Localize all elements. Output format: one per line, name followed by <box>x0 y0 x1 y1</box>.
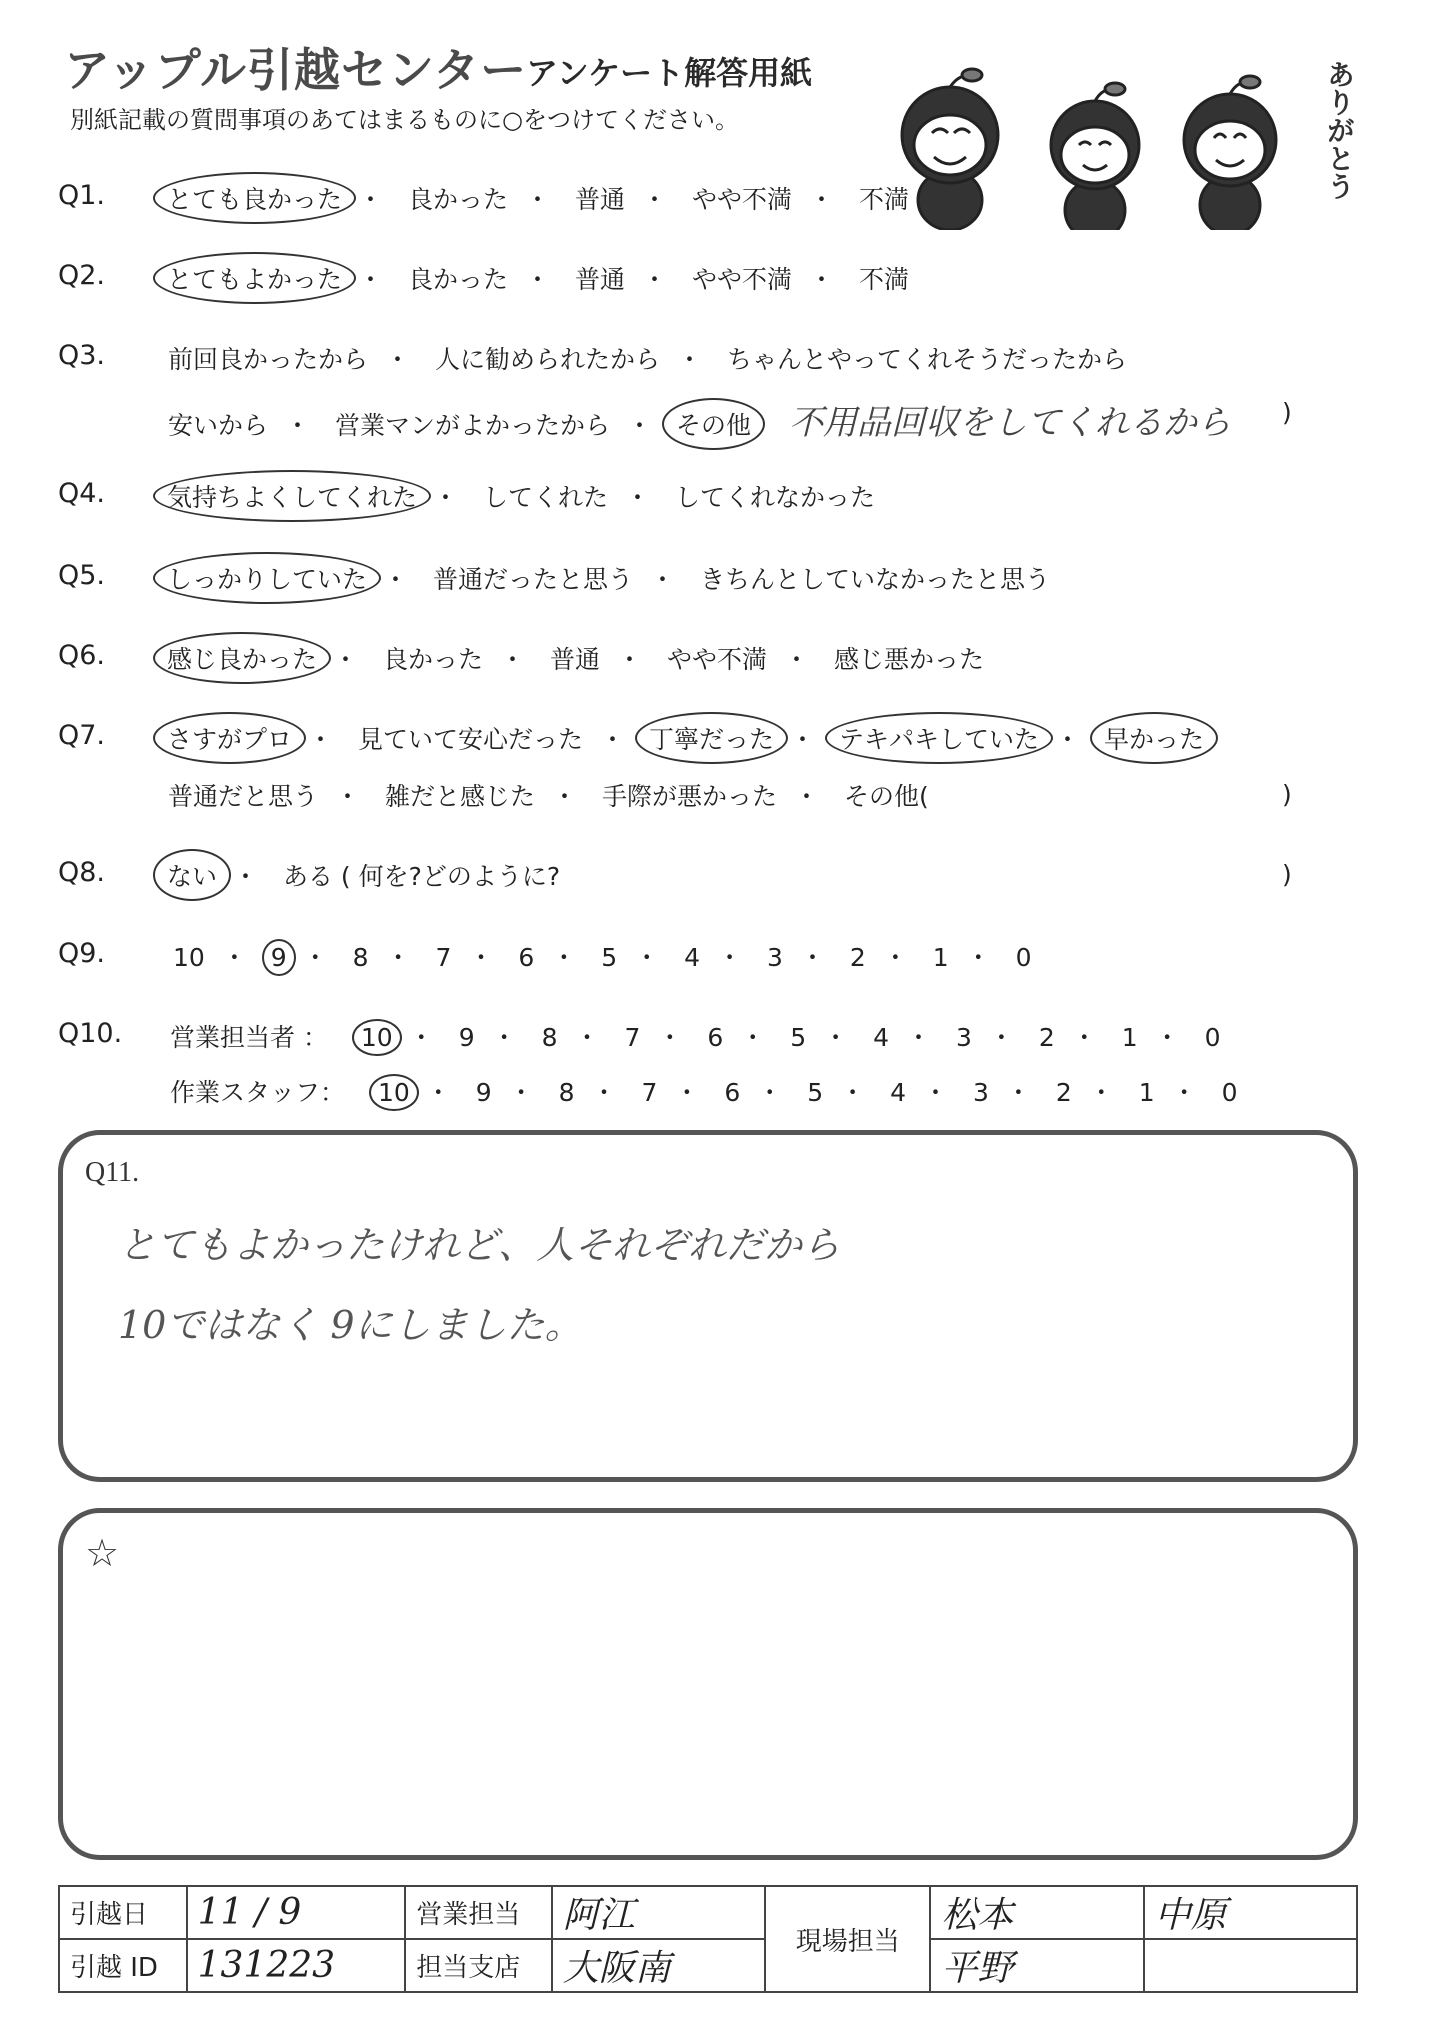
q3-label: Q3. <box>58 340 106 371</box>
move-id-label: 引越 ID <box>59 1939 187 1992</box>
q10-staff-option[interactable]: 2 <box>1055 1078 1072 1107</box>
q1-option[interactable]: 良かった <box>407 185 508 214</box>
q10-staff-option[interactable]: 0 <box>1221 1078 1238 1107</box>
q11-label: Q11. <box>85 1157 140 1188</box>
q8-options: ない ・ ある ( 何を?どのように? <box>165 857 563 893</box>
q7-option[interactable]: 雑だと感じた <box>384 782 535 811</box>
footer-info-table <box>58 1885 1358 1993</box>
q4-option[interactable]: してくれなかった <box>674 483 875 512</box>
q10-sales-option[interactable]: 8 <box>541 1023 558 1052</box>
sales-value: 阿江 <box>552 1886 765 1939</box>
q2-option[interactable]: とてもよかった <box>153 252 356 304</box>
q2-label: Q2. <box>58 260 106 291</box>
instruction-text: 別紙記載の質問事項のあてはまるものに○をつけてください。 <box>70 106 739 134</box>
q5-options: しっかりしていた ・ 普通だったと思う ・ きちんとしていなかったと思う <box>165 560 1053 596</box>
q9-option[interactable]: 5 <box>601 943 618 972</box>
q10-sales-option[interactable]: 1 <box>1121 1023 1138 1052</box>
q10-sales-option[interactable]: 3 <box>955 1023 972 1052</box>
q7-option[interactable]: 手際が悪かった <box>601 782 777 811</box>
q7-options-line2: 普通だと思う ・ 雑だと感じた ・ 手際が悪かった ・ その他( <box>165 777 932 813</box>
q3-close-paren: ) <box>1282 398 1292 427</box>
q1-option[interactable]: 普通 <box>574 185 625 214</box>
q5-option[interactable]: しっかりしていた <box>153 552 381 604</box>
q7-option[interactable]: 丁寧だった <box>635 712 788 764</box>
q10-staff-option[interactable]: 6 <box>724 1078 741 1107</box>
q10-staff-option[interactable]: 5 <box>807 1078 824 1107</box>
q10-sales-option[interactable]: 0 <box>1204 1023 1221 1052</box>
q1-options: とても良かった ・ 良かった ・ 普通 ・ やや不満 ・ 不満 <box>165 180 912 216</box>
q3-option[interactable]: 営業マンがよかったから <box>334 411 610 440</box>
q3-option[interactable]: ちゃんとやってくれそうだったから <box>726 345 1127 374</box>
q4-option[interactable]: してくれた <box>482 483 608 512</box>
thanks-text: ありがとう <box>1323 60 1356 200</box>
q9-option[interactable]: 2 <box>849 943 866 972</box>
q10-staff-label: 作業スタッフ： <box>170 1078 346 1107</box>
move-id-value: 131223 <box>187 1939 406 1992</box>
q3-options-line1: 前回良かったから ・ 人に勧められたから ・ ちゃんとやってくれそうだったから <box>165 340 1130 376</box>
q3-option[interactable]: 前回良かったから <box>168 345 369 374</box>
branch-label: 担当支店 <box>405 1939 551 1992</box>
q10-staff-option[interactable]: 3 <box>973 1078 989 1107</box>
q11-comment-box[interactable] <box>58 1130 1358 1482</box>
q9-option[interactable]: 1 <box>932 943 949 972</box>
q5-option[interactable]: きちんとしていなかったと思う <box>699 565 1050 594</box>
q4-options: 気持ちよくしてくれた ・ してくれた ・ してくれなかった <box>165 478 878 514</box>
site-staff-empty <box>1144 1939 1357 1992</box>
q9-option[interactable]: 6 <box>518 943 535 972</box>
q2-option[interactable]: やや不満 <box>691 265 792 294</box>
q10-sales-option[interactable]: 5 <box>790 1023 807 1052</box>
q6-option[interactable]: 感じ悪かった <box>833 645 984 674</box>
q10-sales-label: 営業担当者 ： <box>170 1023 328 1052</box>
q9-option[interactable]: 10 <box>173 943 205 972</box>
mascot-monkeys-illustration <box>880 50 1350 230</box>
q3-option-other[interactable]: その他 <box>662 398 765 450</box>
q10-sales-option[interactable]: 7 <box>624 1023 641 1052</box>
q11-handwritten-line1: とてもよかったけれど、人それぞれだから <box>118 1223 841 1267</box>
q6-option[interactable]: 感じ良かった <box>153 632 331 684</box>
branch-value: 大阪南 <box>552 1939 765 1992</box>
q7-options-line1: さすがプロ ・ 見ていて安心だった ・ 丁寧だった ・ テキパキしていた ・ 早かった <box>165 720 1206 756</box>
q6-option[interactable]: やや不満 <box>666 645 767 674</box>
star-comment-box[interactable] <box>58 1508 1358 1860</box>
q9-option[interactable]: 4 <box>684 943 701 972</box>
q6-options: 感じ良かった ・ 良かった ・ 普通 ・ やや不満 ・ 感じ悪かった <box>165 640 987 676</box>
sales-label: 営業担当 <box>405 1886 551 1939</box>
site-label: 現場担当 <box>765 1886 930 1992</box>
brand-title: アップル引越センター <box>64 43 528 97</box>
q7-option[interactable]: 早かった <box>1090 712 1218 764</box>
q2-option[interactable]: 良かった <box>407 265 508 294</box>
q11-handwritten-line2: 10ではなく 9にしました。 <box>118 1303 583 1347</box>
q8-label: Q8. <box>58 857 106 888</box>
q4-label: Q4. <box>58 478 106 509</box>
q6-label: Q6. <box>58 640 106 671</box>
q10-staff-option[interactable]: 8 <box>558 1078 575 1107</box>
q10-staff-option[interactable]: 4 <box>890 1078 907 1107</box>
q2-options: とてもよかった ・ 良かった ・ 普通 ・ やや不満 ・ 不満 <box>165 260 912 296</box>
q10-staff-option[interactable]: 10 <box>369 1074 419 1111</box>
q5-label: Q5. <box>58 560 106 591</box>
q5-option[interactable]: 普通だったと思う <box>432 565 633 594</box>
q9-options: 10 ・ 9 ・ 8 ・ 7 ・ 6 ・ 5 ・ 4 ・ 3 ・ 2 ・ 1 ・ 0 <box>170 938 1035 974</box>
q8-close-paren: ) <box>1282 860 1292 889</box>
q3-options-line2: 安いから ・ 営業マンがよかったから ・ その他 不用品回収をしてくれるから <box>165 395 1231 444</box>
q9-option[interactable]: 0 <box>1015 943 1032 972</box>
q2-option[interactable]: 不満 <box>858 265 909 294</box>
q10-sales-row: 営業担当者 ： 10 ・ 9 ・ 8 ・ 7 ・ 6 ・ 5 ・ 4 ・ 3 ・ 2 ・ 1 ・ 0 <box>170 1018 1223 1054</box>
q9-option[interactable]: 9 <box>262 939 296 976</box>
site-staff-3: 平野 <box>930 1939 1143 1992</box>
q1-option[interactable]: とても良かった <box>153 172 356 224</box>
q7-option[interactable]: 普通だと思う <box>168 782 319 811</box>
star-icon: ☆ <box>85 1531 120 1575</box>
site-staff-1: 松本 <box>930 1886 1143 1939</box>
q10-sales-option[interactable]: 10 <box>352 1019 402 1056</box>
q9-option[interactable]: 8 <box>352 943 369 972</box>
q7-option[interactable]: さすがプロ <box>153 712 306 764</box>
q1-label: Q1. <box>58 180 106 211</box>
q6-option[interactable]: 良かった <box>382 645 483 674</box>
q9-option[interactable]: 7 <box>435 943 452 972</box>
q10-staff-option[interactable]: 9 <box>475 1078 492 1107</box>
q1-option[interactable]: 不満 <box>858 185 909 214</box>
q10-sales-option[interactable]: 2 <box>1038 1023 1055 1052</box>
q1-option[interactable]: やや不満 <box>691 185 792 214</box>
q3-option[interactable]: 安いから <box>168 411 269 440</box>
q10-staff-option[interactable]: 1 <box>1138 1078 1155 1107</box>
q10-sales-option[interactable]: 9 <box>458 1023 475 1052</box>
q7-close-paren: ) <box>1282 780 1292 809</box>
q7-option[interactable]: テキパキしていた <box>825 712 1053 764</box>
q9-option[interactable]: 3 <box>767 943 783 972</box>
q7-option-other[interactable]: その他( <box>843 782 929 811</box>
q7-option[interactable]: 見ていて安心だった <box>357 725 583 754</box>
move-date-value: 11 / 9 <box>187 1886 406 1939</box>
q3-option[interactable]: 人に勧められたから <box>434 345 660 374</box>
move-date-label: 引越日 <box>59 1886 187 1939</box>
q10-staff-option[interactable]: 7 <box>641 1078 658 1107</box>
q10-sales-option[interactable]: 4 <box>873 1023 889 1052</box>
q2-option[interactable]: 普通 <box>574 265 625 294</box>
q10-staff-row: 作業スタッフ： 10 ・ 9 ・ 8 ・ 7 ・ 6 ・ 5 ・ 4 ・ 3 ・ 2 ・ 1 ・ 0 <box>170 1073 1241 1109</box>
q4-option[interactable]: 気持ちよくしてくれた <box>153 470 431 522</box>
q9-label: Q9. <box>58 938 106 969</box>
q10-label: Q10. <box>58 1018 123 1049</box>
q8-option[interactable]: ない <box>153 849 231 901</box>
q3-other-handwritten: 不用品回収をしてくれるから <box>788 403 1231 443</box>
site-staff-2: 中原 <box>1144 1886 1357 1939</box>
q8-option[interactable]: ある ( 何を?どのように? <box>282 862 561 891</box>
q6-option[interactable]: 普通 <box>549 645 600 674</box>
form-title: アンケート解答用紙 <box>526 54 813 92</box>
q7-label: Q7. <box>58 720 106 751</box>
q10-sales-option[interactable]: 6 <box>707 1023 724 1052</box>
